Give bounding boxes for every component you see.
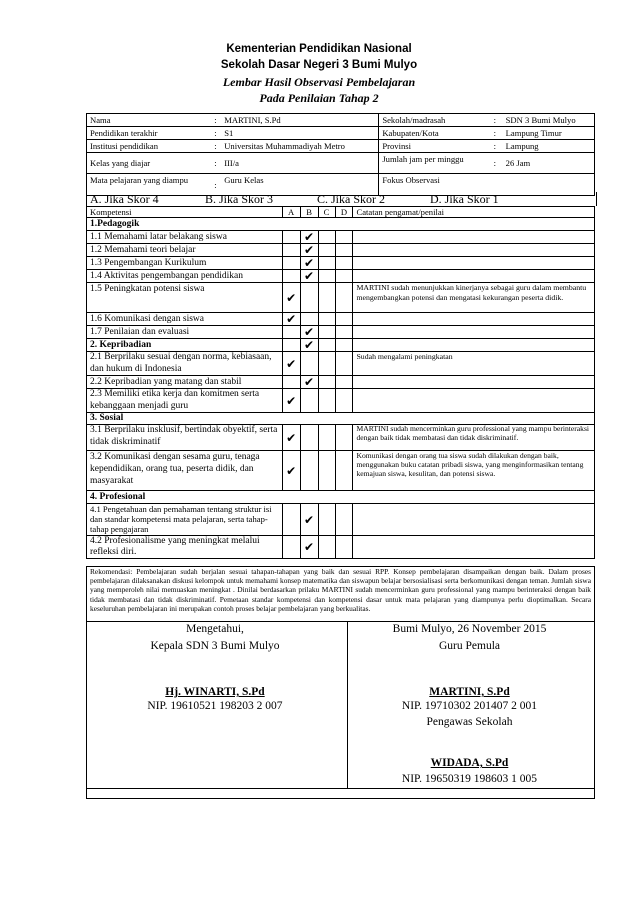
check-icon: ✔: [286, 430, 297, 445]
table-row: [87, 270, 595, 283]
row-label: 3.1 Berprilaku insklusif, bertindak obyektif, serta tidak diskriminatif: [87, 425, 283, 451]
right-title2: Guru Pemula: [438, 640, 500, 652]
institusi-label: Institusi pendidikan: [87, 140, 212, 153]
row-label: 4.2 Profesionalisme yang meningkat melalui refleksi diri.: [87, 536, 283, 559]
colon: :: [491, 114, 503, 127]
jam-label: Jumlah jam per minggu: [379, 153, 491, 174]
sekolah-label: Sekolah/madrasah: [379, 114, 491, 127]
row-label: 1.2 Memahami teori belajar: [87, 244, 283, 257]
info-row: [87, 114, 595, 127]
right-title3: Pengawas Sekolah: [426, 716, 513, 728]
table-row: [87, 257, 595, 270]
row-label: 2.2 Kepribadian yang matang dan stabil: [87, 376, 283, 389]
table-header-row: [87, 207, 595, 218]
bottom-row: [87, 789, 595, 799]
colon: :: [211, 114, 221, 127]
info-row: [87, 127, 595, 140]
left-title1: Mengetahui,: [186, 623, 244, 635]
institusi-value: Universitas Muhammadiyah Metro: [221, 140, 379, 153]
check-icon: ✔: [304, 338, 315, 352]
table-row: [87, 313, 595, 326]
table-row: [87, 326, 595, 339]
school-title: Sekolah Dasar Negeri 3 Bumi Mulyo: [220, 59, 418, 71]
colon: :: [211, 174, 221, 196]
row-label: 4.1 Pengetahuan dan pemahaman tentang struktur isi dan standar kompetensi mata pelajaran, serta tahap-tahap pengajaran: [87, 504, 283, 536]
col-kompetensi: Kompetensi: [87, 207, 283, 218]
col-c: C: [318, 207, 335, 218]
recommendation-text: Rekomendasi: Pembelajaran sudah berjalan sesuai tahapan-tahapan yang baik dan sesuai RPP. Konsep pembelajaran disampaikan dengan baik. Dalam proses pembelajaran dilaksanakan diskusi kelompok untuk memahami konsep matematika dan siswapun belajar bersosialisasi serta berkomunikasi dengan teman. Jumlah siswa yang memperoleh nilai memuaskan meningkat . Dinilai berdasarkan prilaku MARTINI sudah mencerminkan guru professional yang mampu berinteraksi dengan baik tidak membatasi dan tidak diskriminatif. Pemetaan standar kompetensi dan kompetensi dasar untuk mata pelajaran yang diampunya perlu dioptimalkan. Secara keseluruhan pembelajaran ini merupakan contoh proses belajar pembelajaran yang berkualitas.: [87, 567, 595, 622]
nama-value: MARTINI, S.Pd: [221, 114, 379, 127]
row-label: 1.5 Peningkatan potensi siswa: [87, 283, 283, 313]
row-note: Sudah mengalami peningkatan: [353, 352, 595, 376]
left-title2: Kepala SDN 3 Bumi Mulyo: [150, 640, 280, 652]
pendidikan-value: S1: [221, 127, 379, 140]
row-note: MARTINI sudah menunjukkan kinerjanya sebagai guru dalam membantu mengembangkan potensi dan mengatasi kekurangan peserta didik.: [353, 283, 595, 313]
kelas-label: Kelas yang diajar: [87, 153, 212, 174]
table-row: [87, 451, 595, 491]
score-a: A. Jika Skor 4: [90, 192, 159, 206]
pengawas-name: WIDADA, S.Pd: [430, 757, 509, 769]
row-label: 1.6 Komunikasi dengan siswa: [87, 313, 283, 326]
fokus-label: Fokus Observasi: [379, 174, 491, 196]
table-row: [87, 504, 595, 536]
score-b: B. Jika Skor 3: [205, 192, 274, 206]
colon: :: [211, 153, 221, 174]
section-row: [87, 339, 595, 352]
jam-value: 26 Jam: [503, 153, 595, 174]
score-c: C. Jika Skor 2: [317, 192, 386, 206]
col-d: D: [335, 207, 353, 218]
section-sosial: 3. Sosial: [87, 413, 595, 425]
check-icon: ✔: [304, 325, 315, 339]
section-pedagogik: 1.Pedagogik: [87, 218, 595, 231]
provinsi-value: Lampung: [503, 140, 595, 153]
colon: :: [211, 140, 221, 153]
kabupaten-value: Lampung Timur: [503, 127, 595, 140]
check-icon: ✔: [286, 312, 297, 326]
table-row: [87, 231, 595, 244]
section-kepribadian: 2. Kepribadian: [87, 339, 283, 352]
kabupaten-label: Kabupaten/Kota: [379, 127, 491, 140]
col-a: A: [282, 207, 300, 218]
pengawas-nip: NIP. 19650319 198603 1 005: [401, 773, 538, 785]
table-row: [87, 376, 595, 389]
score-legend: [86, 192, 597, 206]
nama-label: Nama: [87, 114, 212, 127]
colon: :: [491, 153, 503, 174]
check-icon: ✔: [304, 512, 315, 527]
left-nip: NIP. 19610521 198203 2 007: [147, 700, 283, 712]
check-icon: ✔: [286, 393, 297, 408]
check-icon: ✔: [304, 230, 315, 244]
row-label: 1.1 Memahami latar belakang siswa: [87, 231, 283, 244]
sheet-subtitle: Pada Penilaian Tahap 2: [259, 91, 379, 105]
table-row: [87, 352, 595, 376]
section-row: [87, 413, 595, 425]
check-icon: ✔: [304, 256, 315, 270]
row-label: 1.3 Pengembangan Kurikulum: [87, 257, 283, 270]
row-note: Komunikasi dengan orang tua siswa sudah dilakukan dengan baik, menggunakan buku catatan pribadi siswa, yang menginformasikan tentang kemajuan siswa, kesulitan, dan potensi siswa.: [353, 451, 595, 491]
kelas-value: III/a: [221, 153, 379, 174]
right-signatory-name: MARTINI, S.Pd: [429, 686, 510, 698]
check-icon: ✔: [286, 356, 297, 371]
sekolah-value: SDN 3 Bumi Mulyo: [503, 114, 595, 127]
check-icon: ✔: [304, 375, 315, 389]
info-row: [87, 140, 595, 153]
check-icon: ✔: [304, 243, 315, 257]
colon: :: [491, 127, 503, 140]
row-label: 3.2 Komunikasi dengan sesama guru, tenaga kependidikan, orang tua, peserta didik, dan masyarakat: [87, 451, 283, 491]
row-note: MARTINI sudah mencerminkan guru professional yang mampu berinteraksi dengan baik tidak membatasi dan tidak diskriminatif.: [353, 425, 595, 451]
left-signatory-name: Hj. WINARTI, S.Pd: [165, 686, 265, 698]
row-label: 2.1 Berprilaku sesuai dengan norma, kebiasaan, dan hukum di Indonesia: [87, 352, 283, 376]
mapel-label: Mata pelajaran yang diampu: [87, 174, 212, 196]
row-label: 1.7 Penilaian dan evaluasi: [87, 326, 283, 339]
competency-table: [86, 206, 595, 559]
check-icon: ✔: [304, 540, 315, 554]
section-row: [87, 218, 595, 231]
table-row: [87, 244, 595, 257]
colon: :: [491, 140, 503, 153]
col-catatan: Catatan pengamat/penilai: [353, 207, 595, 218]
table-row: [87, 425, 595, 451]
check-icon: ✔: [286, 290, 297, 305]
info-row: [87, 153, 595, 174]
right-place-date: Bumi Mulyo, 26 November 2015: [392, 623, 547, 635]
sheet-title: Lembar Hasil Observasi Pembelajaran: [222, 75, 416, 89]
right-nip: NIP. 19710302 201407 2 001: [401, 700, 538, 712]
row-label: 2.3 Memiliki etika kerja dan komitmen serta kebanggaan menjadi guru: [87, 389, 283, 413]
table-row: [87, 283, 595, 313]
pendidikan-label: Pendidikan terakhir: [87, 127, 212, 140]
table-row: [87, 536, 595, 559]
mapel-value: Guru Kelas: [221, 174, 379, 196]
row-label: 1.4 Aktivitas pengembangan pendidikan: [87, 270, 283, 283]
table-row: [87, 389, 595, 413]
check-icon: ✔: [304, 269, 315, 283]
colon: :: [211, 127, 221, 140]
provinsi-label: Provinsi: [379, 140, 491, 153]
col-b: B: [300, 207, 318, 218]
score-d: D. Jika Skor 1: [430, 192, 499, 206]
check-icon: ✔: [286, 463, 297, 478]
section-row: [87, 491, 595, 504]
ministry-title: Kementerian Pendidikan Nasional: [226, 43, 412, 55]
section-profesional: 4. Profesional: [87, 491, 595, 504]
teacher-info-table: [86, 113, 595, 196]
